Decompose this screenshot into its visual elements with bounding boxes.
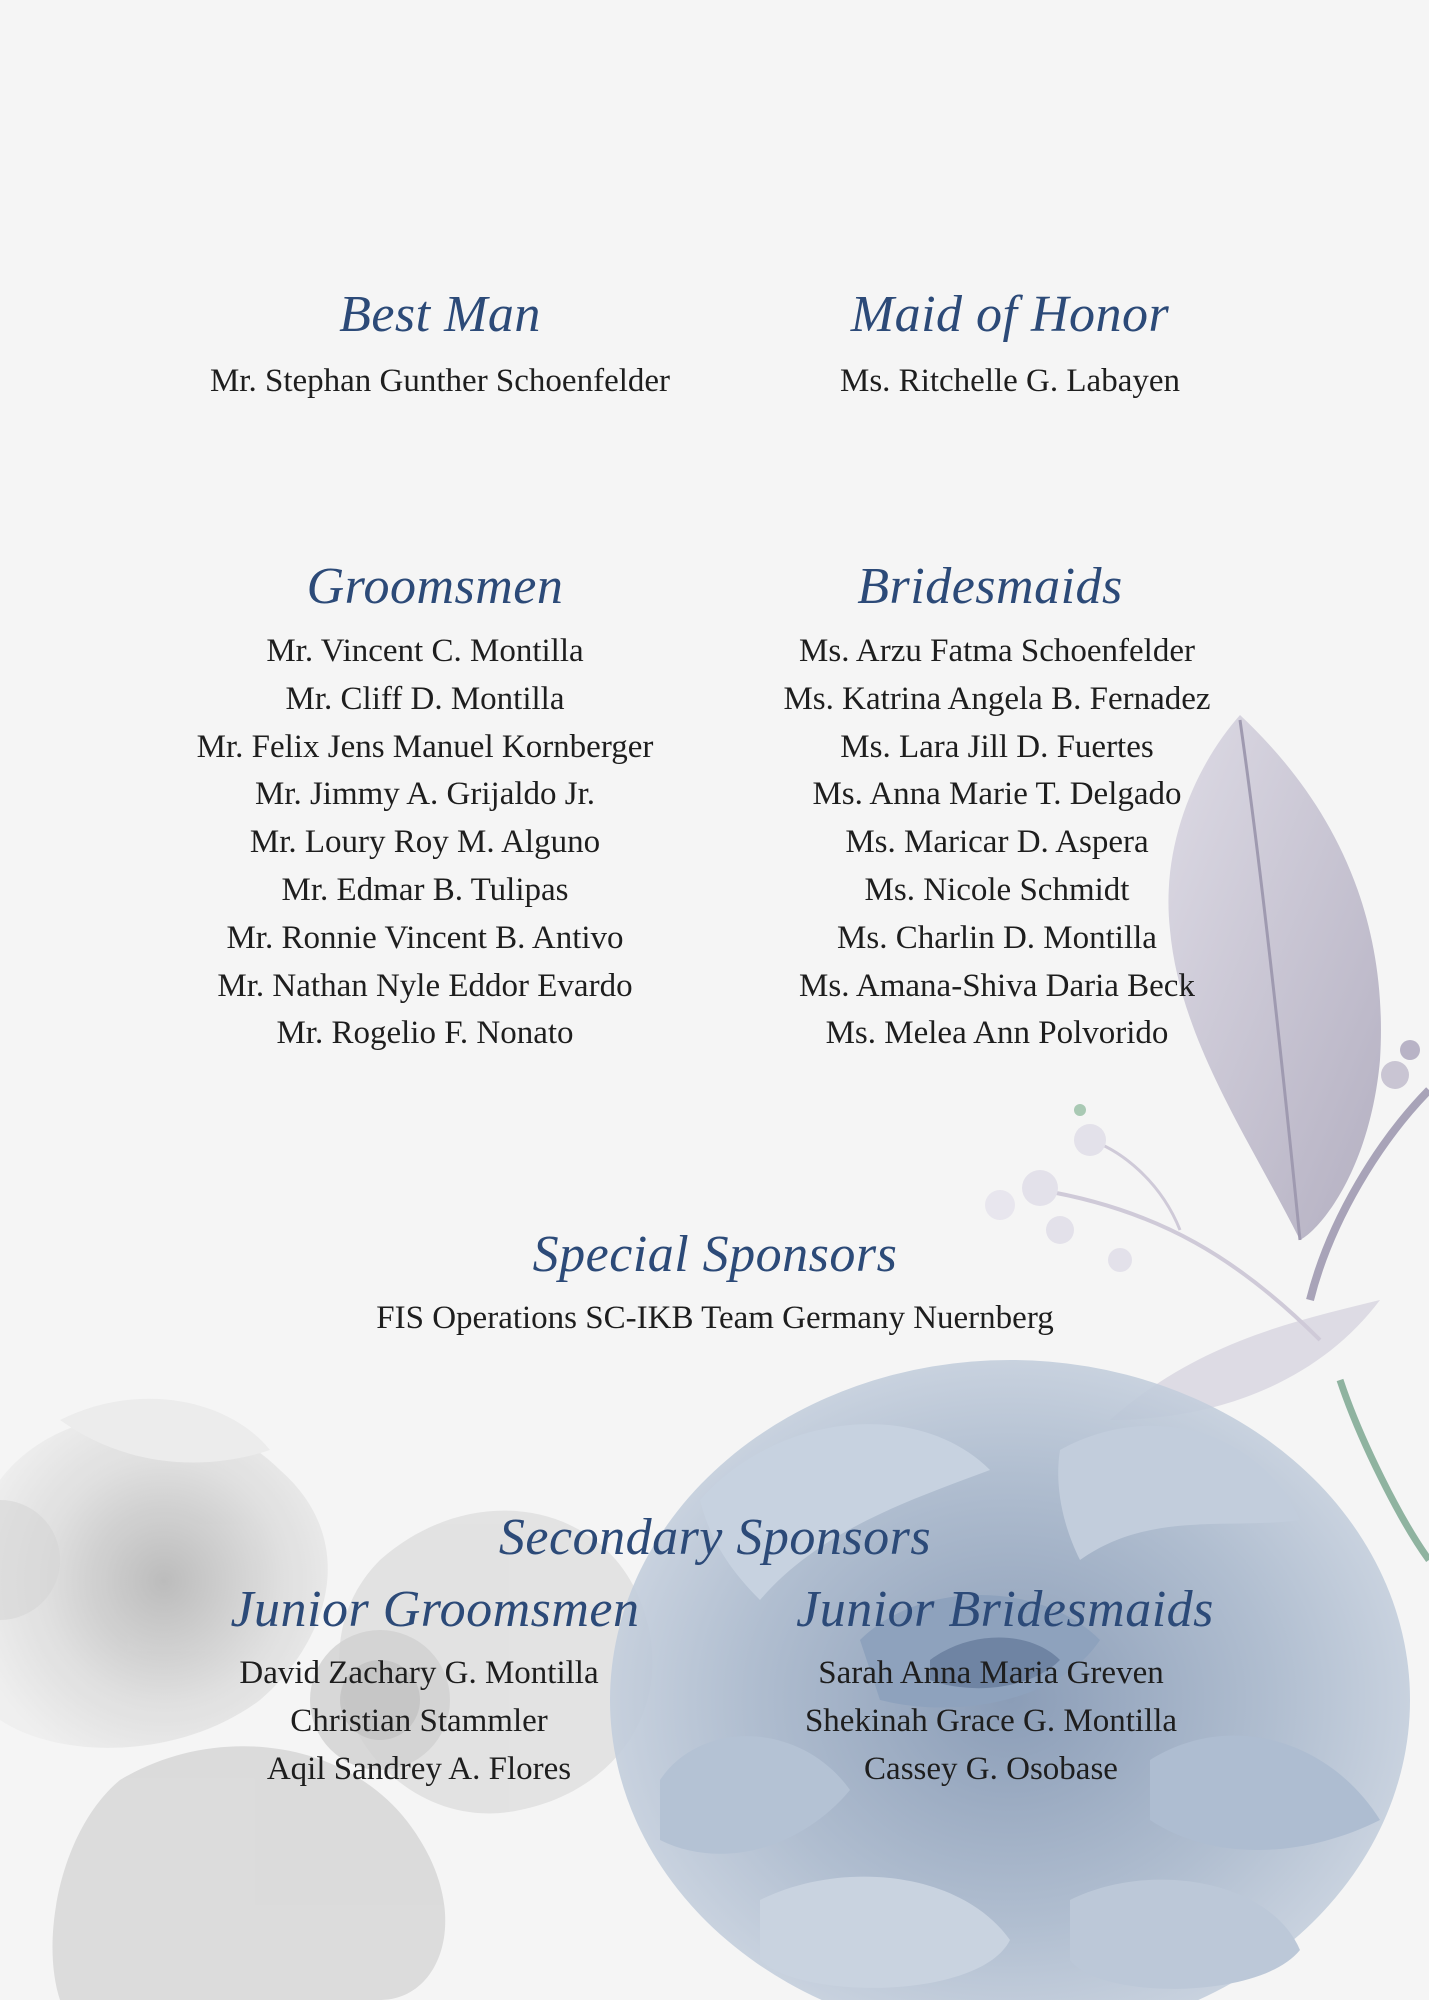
bridesmaids-list (697, 628, 1297, 1058)
maid-of-honor-heading: Maid of Honor (850, 286, 1170, 343)
list-item: Ms. Anna Marie T. Delgado (812, 776, 1182, 813)
maid-of-honor-name: Ms. Ritchelle G. Labayen (840, 363, 1180, 399)
groomsmen-heading: Groomsmen (306, 558, 564, 615)
list-item: Ms. Nicole Schmidt (864, 871, 1130, 908)
groomsmen-list (125, 628, 725, 1058)
list-item: Ms. Lara Jill D. Fuertes (840, 728, 1154, 765)
special-sponsors-name: FIS Operations SC-IKB Team Germany Nuernberg (376, 1300, 1054, 1336)
list-item: David Zachary G. Montilla (239, 1655, 599, 1691)
list-item: Sarah Anna Maria Greven (818, 1655, 1164, 1691)
list-item: Aqil Sandrey A. Flores (266, 1750, 572, 1787)
list-item: Mr. Vincent C. Montilla (266, 633, 584, 669)
list-item: Christian Stammler (290, 1702, 548, 1739)
bridesmaids-heading: Bridesmaids (857, 558, 1123, 615)
junior-bridesmaids-list (691, 1650, 1291, 1793)
list-item: Ms. Katrina Angela B. Fernadez (783, 680, 1211, 717)
list-item: Mr. Rogelio F. Nonato (276, 1015, 574, 1052)
list-item: Mr. Nathan Nyle Eddor Evardo (217, 967, 633, 1004)
list-item: Mr. Loury Roy M. Alguno (249, 824, 601, 861)
list-item: Mr. Edmar B. Tulipas (281, 871, 569, 908)
list-item: Ms. Melea Ann Polvorido (825, 1015, 1169, 1052)
list-item: Cassey G. Osobase (864, 1750, 1118, 1787)
list-item: Mr. Ronnie Vincent B. Antivo (226, 919, 624, 956)
list-item: Mr. Felix Jens Manuel Kornberger (196, 728, 654, 765)
list-item: Ms. Charlin D. Montilla (837, 919, 1157, 956)
list-item: Ms. Arzu Fatma Schoenfelder (799, 633, 1195, 669)
secondary-sponsors-heading: Secondary Sponsors (498, 1509, 932, 1566)
junior-groomsmen-list (119, 1650, 719, 1793)
junior-groomsmen-heading: Junior Groomsmen (230, 1581, 640, 1638)
junior-bridesmaids-heading: Junior Bridesmaids (796, 1581, 1214, 1638)
list-item: Mr. Jimmy A. Grijaldo Jr. (254, 776, 596, 813)
list-item: Ms. Amana-Shiva Daria Beck (799, 967, 1195, 1004)
list-item: Shekinah Grace G. Montilla (804, 1702, 1178, 1739)
special-sponsors-heading: Special Sponsors (532, 1226, 898, 1283)
list-item: Ms. Maricar D. Aspera (845, 824, 1149, 861)
list-item: Mr. Cliff D. Montilla (285, 680, 565, 717)
best-man-heading: Best Man (339, 286, 541, 343)
best-man-name: Mr. Stephan Gunther Schoenfelder (209, 363, 671, 399)
